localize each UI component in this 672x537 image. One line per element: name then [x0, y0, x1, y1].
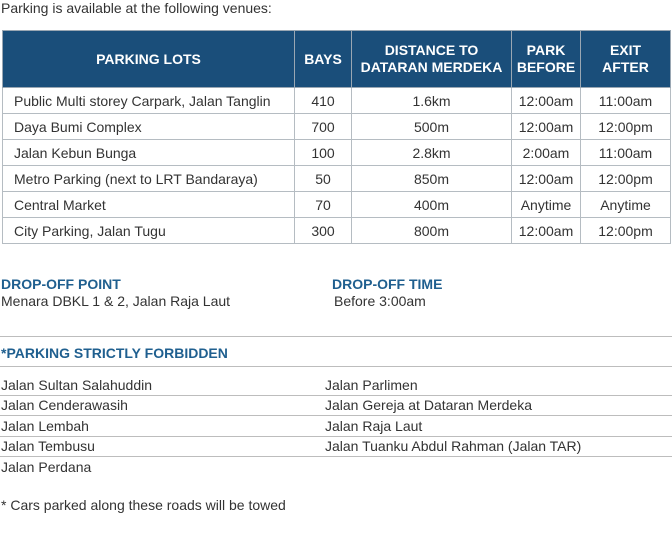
- lot-exit-after: 12:00pm: [581, 166, 671, 192]
- table-row: [3, 140, 671, 166]
- towing-note: * Cars parked along these roads will be towed: [1, 497, 286, 513]
- forbidden-road: Jalan Cenderawasih: [1, 397, 128, 413]
- header-exit-line1: EXIT: [609, 42, 642, 58]
- dropoff-point-value: Menara DBKL 1 & 2, Jalan Raja Laut: [1, 293, 231, 309]
- forbidden-road: Jalan Sultan Salahuddin: [1, 377, 153, 393]
- lot-park-before: Anytime: [512, 192, 581, 218]
- row-divider: [0, 456, 672, 457]
- table-header-row: [3, 31, 671, 88]
- lot-bays: 70: [295, 192, 352, 218]
- section-divider: [0, 336, 672, 337]
- header-distance: [352, 31, 512, 88]
- lot-name: Jalan Kebun Bunga: [3, 140, 295, 166]
- lot-park-before: 12:00am: [512, 88, 581, 114]
- table-row: [3, 192, 671, 218]
- row-divider: [0, 415, 672, 416]
- lot-distance: 850m: [352, 166, 512, 192]
- table-row: [3, 114, 671, 140]
- lot-name: Metro Parking (next to LRT Bandaraya): [3, 166, 295, 192]
- header-exit-line2: AFTER: [602, 59, 649, 75]
- forbidden-road: Jalan Perdana: [1, 459, 92, 475]
- header-park-line1: PARK: [526, 42, 566, 58]
- header-park-line2: BEFORE: [516, 59, 576, 75]
- lot-bays: 300: [295, 218, 352, 244]
- header-exit-after: [581, 31, 671, 88]
- header-bays: BAYS: [295, 31, 352, 88]
- header-distance-line2: DATARAN MERDEKA: [360, 59, 503, 75]
- lot-park-before: 2:00am: [512, 140, 581, 166]
- lot-exit-after: 11:00am: [581, 88, 671, 114]
- parking-lots-table: [2, 30, 671, 244]
- header-parking-lots: PARKING LOTS: [3, 31, 295, 88]
- forbidden-road: Jalan Parlimen: [325, 377, 418, 393]
- forbidden-title: *PARKING STRICTLY FORBIDDEN: [1, 345, 228, 361]
- lot-exit-after: Anytime: [581, 192, 671, 218]
- lot-distance: 2.8km: [352, 140, 512, 166]
- lot-bays: 50: [295, 166, 352, 192]
- lot-park-before: 12:00am: [512, 114, 581, 140]
- lot-bays: 410: [295, 88, 352, 114]
- lot-park-before: 12:00am: [512, 218, 581, 244]
- table-row: [3, 166, 671, 192]
- lot-name: Daya Bumi Complex: [3, 114, 295, 140]
- lot-exit-after: 12:00pm: [581, 114, 671, 140]
- table-row: [3, 218, 671, 244]
- header-distance-line1: DISTANCE TO: [384, 42, 479, 58]
- lot-distance: 500m: [352, 114, 512, 140]
- lot-name: Central Market: [3, 192, 295, 218]
- lot-exit-after: 11:00am: [581, 140, 671, 166]
- row-divider: [0, 436, 672, 437]
- forbidden-road: Jalan Tuanku Abdul Rahman (Jalan TAR): [325, 438, 582, 454]
- dropoff-time-value: Before 3:00am: [334, 293, 426, 309]
- dropoff-time-label: DROP-OFF TIME: [332, 276, 443, 292]
- lot-bays: 100: [295, 140, 352, 166]
- intro-text: Parking is available at the following venues:: [1, 0, 272, 16]
- dropoff-point-label: DROP-OFF POINT: [1, 276, 121, 292]
- table-row: [3, 88, 671, 114]
- lot-exit-after: 12:00pm: [581, 218, 671, 244]
- section-divider: [0, 366, 672, 367]
- forbidden-road: Jalan Tembusu: [1, 438, 95, 454]
- header-park-before: [512, 31, 581, 88]
- lot-distance: 1.6km: [352, 88, 512, 114]
- forbidden-road: Jalan Lembah: [1, 418, 89, 434]
- forbidden-road: Jalan Raja Laut: [325, 418, 423, 434]
- lot-name: City Parking, Jalan Tugu: [3, 218, 295, 244]
- lot-park-before: 12:00am: [512, 166, 581, 192]
- lot-bays: 700: [295, 114, 352, 140]
- row-divider: [0, 395, 672, 396]
- lot-name: Public Multi storey Carpark, Jalan Tanglin: [3, 88, 295, 114]
- lot-distance: 800m: [352, 218, 512, 244]
- forbidden-road: Jalan Gereja at Dataran Merdeka: [325, 397, 532, 413]
- lot-distance: 400m: [352, 192, 512, 218]
